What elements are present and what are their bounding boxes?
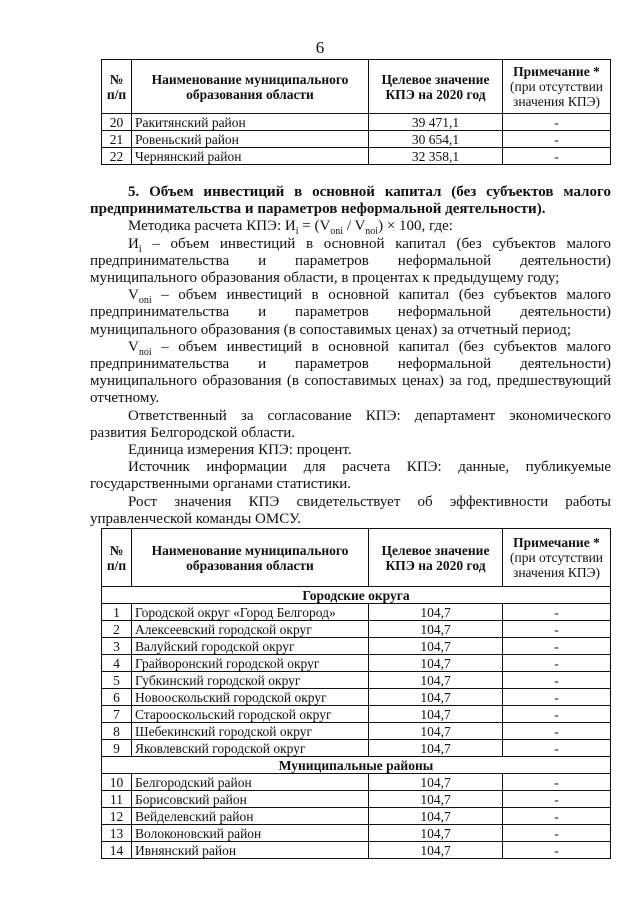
row-target-value: 104,7: [369, 604, 503, 621]
row-note: -: [503, 131, 611, 148]
row-target-value: 104,7: [369, 791, 503, 808]
row-note: -: [503, 723, 611, 740]
row-note: -: [503, 655, 611, 672]
row-number: 2: [102, 621, 132, 638]
row-name: Чернянский район: [132, 148, 369, 165]
row-note: -: [503, 842, 611, 859]
definition-index: $И_i$ – объем инвестиций в основной капитал (без субъектов малого предпринимательства и параметров неформальной деятельности) муниципального образования области, в процентах к предыдущему году;: [90, 235, 611, 287]
row-name: Старооскольский городской округ: [132, 706, 369, 723]
row-note: -: [503, 774, 611, 791]
table-row: [102, 842, 611, 859]
row-target-value: 104,7: [369, 621, 503, 638]
row-name: Яковлевский городской округ: [132, 740, 369, 757]
table-row: [102, 638, 611, 655]
row-number: 22: [102, 148, 132, 165]
row-note: -: [503, 114, 611, 131]
row-target-value: 104,7: [369, 638, 503, 655]
table-row: [102, 706, 611, 723]
row-note: -: [503, 791, 611, 808]
header-note: [503, 529, 611, 587]
row-name: Городской округ «Город Белгород»: [132, 604, 369, 621]
table-row: [102, 604, 611, 621]
row-number: 1: [102, 604, 132, 621]
table1-body: [102, 114, 611, 165]
row-name: Волоконовский район: [132, 825, 369, 842]
table-row: [102, 791, 611, 808]
table-row: [102, 774, 611, 791]
table-row: [102, 808, 611, 825]
page-number: 6: [315, 38, 325, 57]
row-name: Белгородский район: [132, 774, 369, 791]
row-name: Борисовский район: [132, 791, 369, 808]
row-number: 20: [102, 114, 132, 131]
method-formula: Методика расчета КПЭ: $И_i = (V_{oni} / V_{noi}) \times 100$, где:: [128, 218, 453, 238]
table-row: [102, 672, 611, 689]
row-name: Новооскольский городской округ: [132, 689, 369, 706]
header-note-title: Примечание *: [513, 535, 600, 550]
header-number: № п/п: [102, 60, 132, 114]
definition-v-noi: $V_{noi}$ – объем инвестиций в основной капитал (без субъектов малого предпринимательства и параметров неформальной деятельности) муниципального образования (в сопоставимых ценах) за год, предшествующий отчетному.: [90, 338, 611, 407]
header-name: Наименование муниципального образования области: [132, 60, 369, 114]
row-number: 12: [102, 808, 132, 825]
row-name: Ивнянский район: [132, 842, 369, 859]
row-note: -: [503, 672, 611, 689]
table2-body: [102, 587, 611, 859]
kpe-table-part1: [101, 59, 611, 165]
table-row: [102, 621, 611, 638]
section-heading: 5. Объем инвестиций в основной капитал (без субъектов малого предпринимательства и параметров неформальной деятельности).: [90, 184, 611, 218]
group-title: Городские округа: [102, 587, 611, 604]
table-row: [102, 114, 611, 131]
row-name: Шебекинский городской округ: [132, 723, 369, 740]
row-note: -: [503, 148, 611, 165]
row-target-value: 39 471,1: [369, 114, 503, 131]
responsible-text: Ответственный за согласование КПЭ: департамент экономического развития Белгородской области.: [90, 407, 611, 441]
row-target-value: 32 358,1: [369, 148, 503, 165]
row-target-value: 30 654,1: [369, 131, 503, 148]
row-number: 3: [102, 638, 132, 655]
header-name: Наименование муниципального образования области: [132, 529, 369, 587]
row-target-value: 104,7: [369, 689, 503, 706]
kpe-table-part2: [101, 528, 611, 859]
row-number: 4: [102, 655, 132, 672]
source-text: Источник информации для расчета КПЭ: данные, публикуемые государственными органами статистики.: [90, 459, 611, 493]
row-note: -: [503, 604, 611, 621]
row-number: 6: [102, 689, 132, 706]
row-note: -: [503, 638, 611, 655]
row-number: 8: [102, 723, 132, 740]
row-target-value: 104,7: [369, 706, 503, 723]
row-name: Алексеевский городской округ: [132, 621, 369, 638]
table-group-row: [102, 587, 611, 604]
definition-v-oni: $V_{oni}$ – объем инвестиций в основной капитал (без субъектов малого предпринимательства и параметров неформальной деятельности) муниципального образования (в сопоставимых ценах) за отчетный период;: [90, 287, 611, 338]
row-note: -: [503, 808, 611, 825]
growth-text: Рост значения КПЭ свидетельствует об эффективности работы управленческой команды ОМСУ.: [90, 493, 611, 527]
row-note: -: [503, 706, 611, 723]
header-number: № п/п: [102, 529, 132, 587]
header-note-sub: (при отсутствии значения КПЭ): [509, 79, 604, 109]
row-name: Ровеньский район: [132, 131, 369, 148]
row-target-value: 104,7: [369, 808, 503, 825]
table-row: [102, 131, 611, 148]
row-name: Грайворонский городской округ: [132, 655, 369, 672]
row-number: 7: [102, 706, 132, 723]
row-target-value: 104,7: [369, 774, 503, 791]
row-target-value: 104,7: [369, 740, 503, 757]
row-target-value: 104,7: [369, 655, 503, 672]
table-row: [102, 740, 611, 757]
row-name: Вейделевский район: [132, 808, 369, 825]
row-number: 13: [102, 825, 132, 842]
row-target-value: 104,7: [369, 723, 503, 740]
header-note-sub: (при отсутствии значения КПЭ): [509, 550, 604, 580]
kpe-section-5: [90, 184, 611, 528]
row-note: -: [503, 689, 611, 706]
table-row: [102, 825, 611, 842]
row-name: Ракитянский район: [132, 114, 369, 131]
table-row: [102, 148, 611, 165]
row-number: 11: [102, 791, 132, 808]
table-row: [102, 655, 611, 672]
unit-text: Единица измерения КПЭ: процент.: [128, 442, 352, 459]
row-number: 14: [102, 842, 132, 859]
row-note: -: [503, 825, 611, 842]
table-row: [102, 723, 611, 740]
row-target-value: 104,7: [369, 672, 503, 689]
header-note-title: Примечание *: [513, 64, 600, 79]
row-number: 5: [102, 672, 132, 689]
row-note: -: [503, 621, 611, 638]
header-target: Целевое значение КПЭ на 2020 год: [369, 60, 503, 114]
row-number: 9: [102, 740, 132, 757]
row-number: 10: [102, 774, 132, 791]
header-note: [503, 60, 611, 114]
row-target-value: 104,7: [369, 825, 503, 842]
row-target-value: 104,7: [369, 842, 503, 859]
row-number: 21: [102, 131, 132, 148]
group-title: Муниципальные районы: [102, 757, 611, 774]
table-row: [102, 689, 611, 706]
row-name: Губкинский городской округ: [132, 672, 369, 689]
table-group-row: [102, 757, 611, 774]
header-target: Целевое значение КПЭ на 2020 год: [369, 529, 503, 587]
row-name: Валуйский городской округ: [132, 638, 369, 655]
row-note: -: [503, 740, 611, 757]
